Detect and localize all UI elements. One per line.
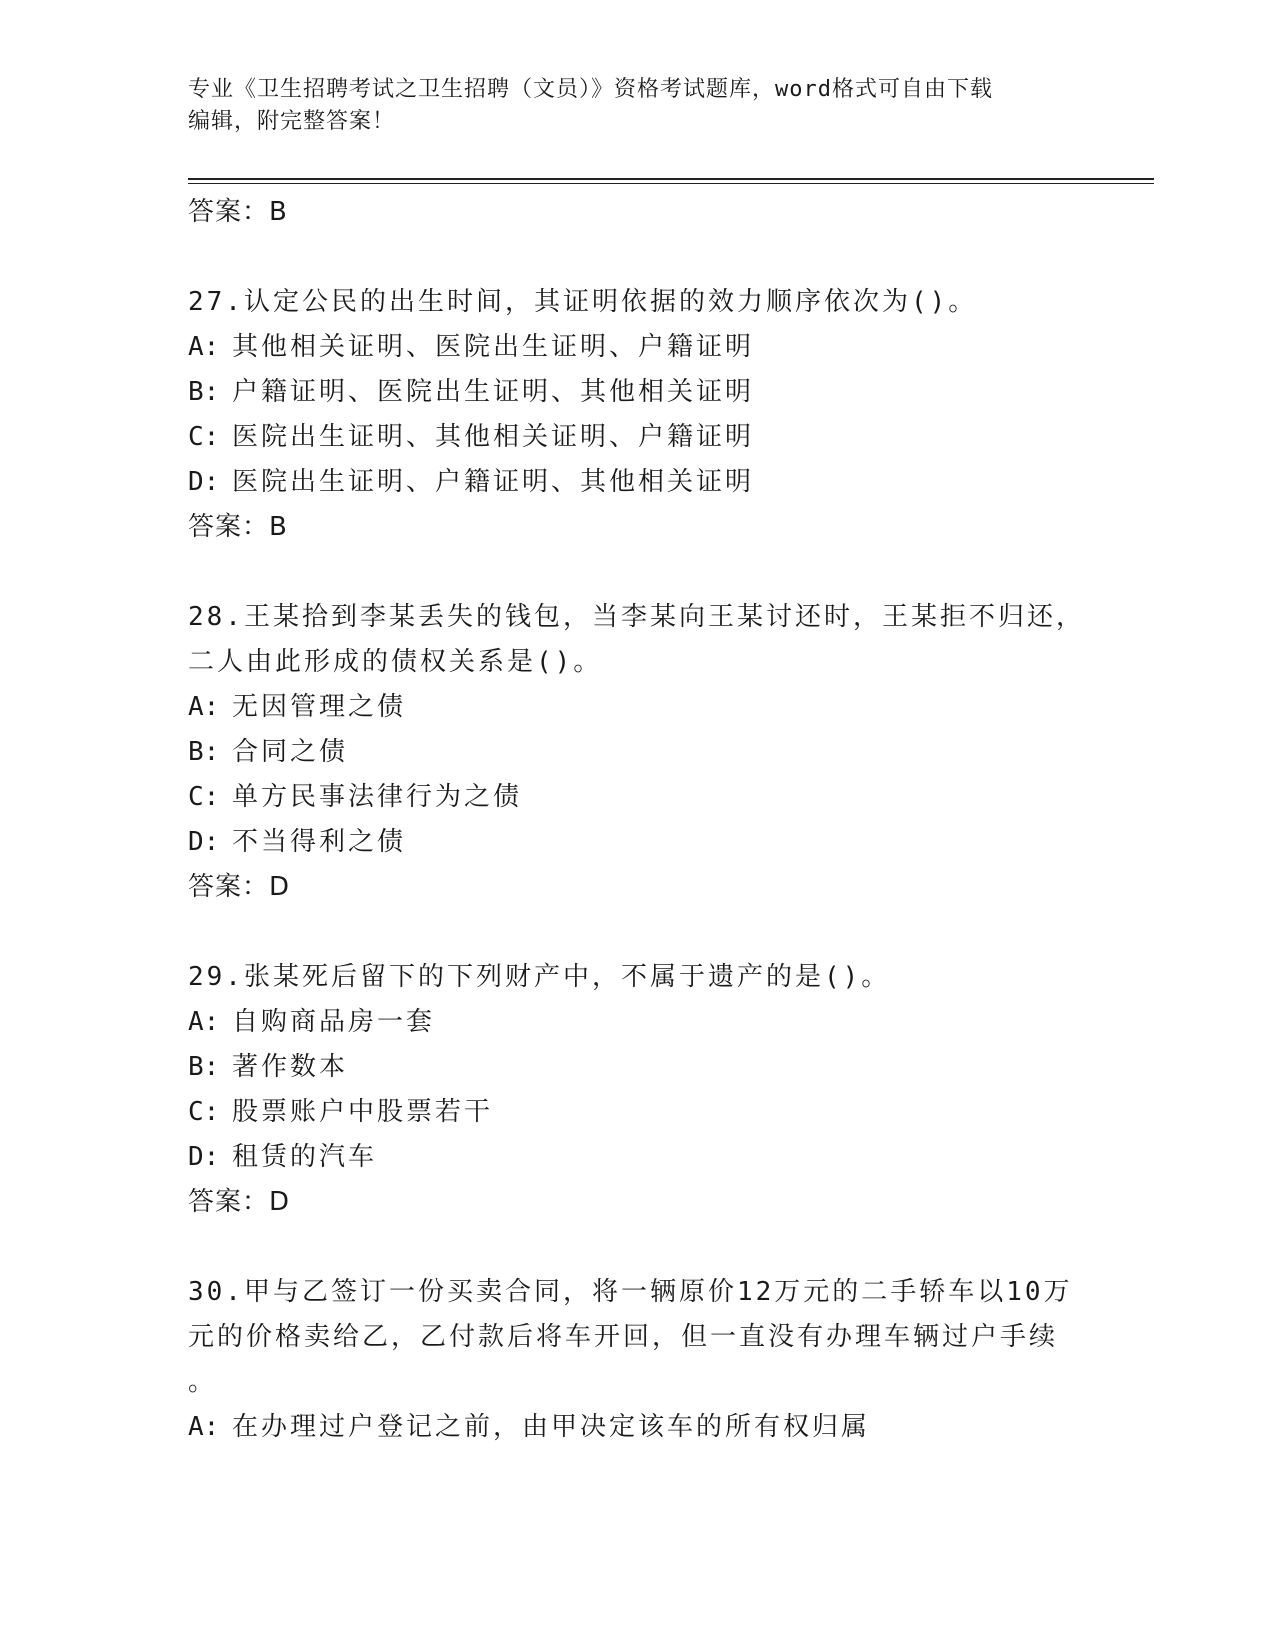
option-text: 自购商品房一套	[232, 1007, 436, 1037]
option-label: A:	[188, 332, 220, 362]
question-text-continued: 二人由此形成的债权关系是()。	[188, 647, 603, 677]
header-rule	[188, 178, 1154, 180]
option-text: 医院出生证明、户籍证明、其他相关证明	[232, 467, 755, 497]
option-label: C:	[188, 422, 220, 452]
option-d	[188, 1135, 1088, 1180]
option-label: B:	[188, 1052, 220, 1082]
question-block	[188, 955, 1088, 1225]
option-label: D:	[188, 467, 220, 497]
header-line-1: 专业《卫生招聘考试之卫生招聘（文员）》资格考试题库，word格式可自由下载	[188, 77, 993, 102]
option-text: 著作数本	[232, 1052, 349, 1082]
question-text: 29.张某死后留下的下列财产中，不属于遗产的是()。	[188, 962, 891, 992]
option-label: D:	[188, 827, 220, 857]
answer-line: 答案：B	[188, 197, 288, 227]
option-c	[188, 415, 1088, 460]
answer-line: 答案：B	[188, 512, 288, 542]
option-a	[188, 1405, 1088, 1450]
question-text-continued: 元的价格卖给乙，乙付款后将车开回，但一直没有办理车辆过户手续	[188, 1322, 1059, 1352]
option-text: 医院出生证明、其他相关证明、户籍证明	[232, 422, 755, 452]
question-text-continued: 。	[188, 1367, 218, 1397]
option-text: 在办理过户登记之前，由甲决定该车的所有权归属	[232, 1412, 871, 1442]
option-label: C:	[188, 1097, 220, 1127]
option-text: 单方民事法律行为之债	[232, 782, 523, 812]
option-label: A:	[188, 1412, 220, 1442]
question-block	[188, 1270, 1088, 1450]
option-text: 其他相关证明、医院出生证明、户籍证明	[232, 332, 755, 362]
question-list	[188, 190, 1088, 1450]
option-label: D:	[188, 1142, 220, 1172]
header-line-2: 编辑，附完整答案！	[188, 109, 396, 134]
option-text: 股票账户中股票若干	[232, 1097, 494, 1127]
option-b	[188, 730, 1088, 775]
option-label: B:	[188, 737, 220, 767]
option-label: A:	[188, 692, 220, 722]
option-label: A:	[188, 1007, 220, 1037]
option-b	[188, 370, 1088, 415]
answer-line: 答案：D	[188, 1187, 291, 1217]
question-text: 27.认定公民的出生时间，其证明依据的效力顺序依次为()。	[188, 287, 978, 317]
option-b	[188, 1045, 1088, 1090]
option-d	[188, 460, 1088, 505]
option-c	[188, 775, 1088, 820]
answer-line: 答案：D	[188, 872, 291, 902]
option-text: 无因管理之债	[232, 692, 407, 722]
option-c	[188, 1090, 1088, 1135]
option-text: 不当得利之债	[232, 827, 407, 857]
option-text: 户籍证明、医院出生证明、其他相关证明	[232, 377, 755, 407]
question-block	[188, 280, 1088, 550]
option-a	[188, 325, 1088, 370]
option-text: 合同之债	[232, 737, 349, 767]
document-header	[188, 74, 1088, 138]
option-d	[188, 820, 1088, 865]
question-block	[188, 595, 1088, 910]
option-text: 租赁的汽车	[232, 1142, 378, 1172]
option-a	[188, 685, 1088, 730]
option-a	[188, 1000, 1088, 1045]
question-text: 28.王某拾到李某丢失的钱包，当李某向王某讨还时，王某拒不归还，	[188, 602, 1085, 632]
option-label: C:	[188, 782, 220, 812]
option-label: B:	[188, 377, 220, 407]
question-text: 30.甲与乙签订一份买卖合同，将一辆原价12万元的二手轿车以10万	[188, 1277, 1073, 1307]
header-rule-thin	[188, 183, 1154, 184]
